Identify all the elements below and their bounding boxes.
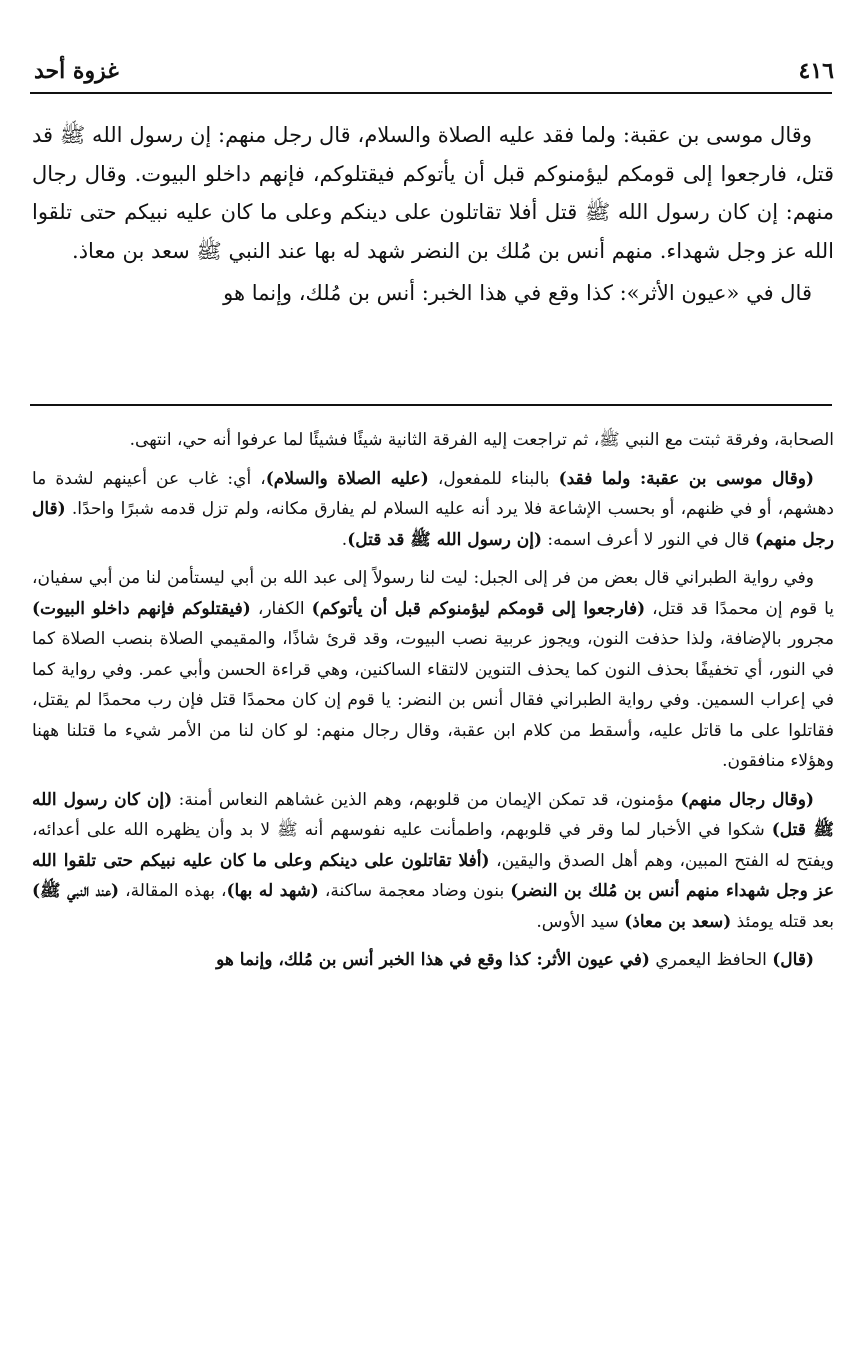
commentary-text: ، بهذه المقالة، — [119, 881, 227, 901]
commentary-text: الصحابة، وفرقة ثبتت مع النبي ﷺ، ثم تراجعت إليه الفرقة الثانية شيئًا فشيئًا لما عرفوا أنه حي، انتهى. — [129, 430, 834, 450]
commentary-text: الكفار، — [250, 598, 312, 619]
commentary-text: بنون وضاد معجمة ساكنة، — [318, 881, 511, 901]
quoted-text: (إن رسول الله ﷺ قد قتل) — [347, 529, 543, 550]
commentary-text: . — [341, 529, 348, 550]
quoted-text: (قال) — [772, 950, 814, 970]
running-title: غزوة أحد — [34, 58, 119, 84]
commentary-paragraph — [32, 945, 834, 976]
quoted-text: (في عيون الأثر: كذا وقع في هذا الخبر أنس بن مُلك، وإنما هو — [216, 950, 650, 970]
main-paragraph: وقال موسى بن عقبة: ولما فقد عليه الصلاة والسلام، قال رجل منهم: إن رسول الله ﷺ قد قتل، فارجعوا إلى قومكم ليؤمنوكم قبل أن يأتوكم فيقتلوكم، فإنهم داخلو البيوت. وقال رجال منهم: إن كان رسول الله ﷺ قتل أفلا تقاتلون على دينكم وعلى ما كان عليه نبيكم حتى تلقوا الله عز وجل شهداء. منهم أنس بن مُلك بن النضر شهد له بها عند النبي ﷺ سعد بن معاذ. — [32, 123, 834, 263]
quoted-text: (فارجعوا إلى قومكم ليؤمنوكم قبل أن يأتوكم) — [311, 598, 646, 619]
commentary-text: ، أي: غاب عن أعينهم لشدة ما دهشهم، أو في ظنهم، أو بحسب الإشاعة فلا يرد أنه عليه السلام لم يفارق مكانه، ولم تزل قدمه شبرًا واحدًا. — [32, 468, 834, 519]
commentary-text: بعد قتله يومئذ — [731, 911, 834, 932]
commentary-text: وفي رواية الطبراني قال بعض من فر إلى الجبل: ليت لنا رسولاً إلى عبد الله بن أبي ليستأمن لنا من أبي سفيان، يا قوم إن محمدًا قد قتل، — [32, 568, 835, 619]
quoted-text: (إن كان رسول الله ﷺ قتل) — [32, 789, 834, 840]
commentary-paragraph — [32, 785, 834, 938]
main-text — [32, 116, 834, 313]
commentary-text: شكوا في الأخبار لما وقر في قلوبهم، واطمأنت عليه نفوسهم أنه ﷺ لا بد وأن يظهره الله على أعدائه، ويفتح له الفتح المبين، وهم أهل الصدق واليقين، — [32, 820, 834, 871]
page-header — [34, 52, 834, 90]
quoted-text: (سعد بن معاذ) — [624, 911, 732, 932]
page-number: ٤١٦ — [798, 58, 834, 84]
footnote-rule — [30, 404, 832, 406]
quoted-text: (عليه الصلاة والسلام) — [265, 468, 429, 489]
quoted-text: (وقال موسى بن عقبة: ولما فقد) — [558, 468, 814, 489]
commentary-text: سيد الأوس. — [536, 911, 625, 932]
quoted-text: (شهد له بها) — [226, 881, 319, 901]
commentary-paragraph — [32, 563, 834, 777]
commentary-text: مجرور بالإضافة، ولذا حذفت النون، ويجوز عربية نصب البيوت، وقد قرئ شاذًا، والمقيمي الصلاة بنصب الصلاة كما في النور، أي تخفيفًا بحذف النون كما يحذف التنوين لالتقاء الساكنين، وهي قراءة الحسن وأبي عمر. وفي رواية كما في إعراب السمين. وفي رواية الطبراني فقال أنس بن النضر: يا قوم إن كان محمدًا قتل فإن رب محمدًا لم يقتل، فقاتلوا على ما قاتل عليه، وأسقط من كلام ابن عقبة، وقال رجال منهم: لو كان لنا من الأمر شيء ما قتلنا ههنا وهؤلاء منافقون. — [32, 629, 834, 771]
quoted-text: (فيقتلوكم فإنهم داخلو البيوت) — [32, 598, 251, 619]
commentary — [32, 425, 834, 984]
commentary-paragraph — [32, 464, 834, 556]
commentary-text: مؤمنون، قد تمكن الإيمان من قلوبهم، وهم الذين غشاهم النعاس أمنة: — [172, 789, 681, 810]
commentary-text: بالبناء للمفعول، — [428, 468, 559, 489]
quoted-text: (أفلا تقاتلون على دينكم وعلى ما كان عليه نبيكم حتى تلقوا الله عز وجل شهداء منهم أنس بن مُلك بن النضر) — [32, 850, 835, 901]
commentary-text: قال في النور لا أعرف اسمه: — [542, 529, 756, 550]
quoted-text: (وقال رجال منهم) — [680, 789, 814, 810]
commentary-text: الحافظ اليعمري — [649, 950, 773, 970]
quoted-text: (عند النبي ﷺ) — [32, 881, 120, 901]
commentary-paragraph — [32, 425, 834, 456]
main-paragraph: قال في «عيون الأثر»: كذا وقع في هذا الخبر: أنس بن مُلك، وإنما هو — [223, 281, 812, 305]
header-rule — [30, 92, 832, 94]
quoted-text: (قال رجل منهم) — [32, 499, 834, 550]
